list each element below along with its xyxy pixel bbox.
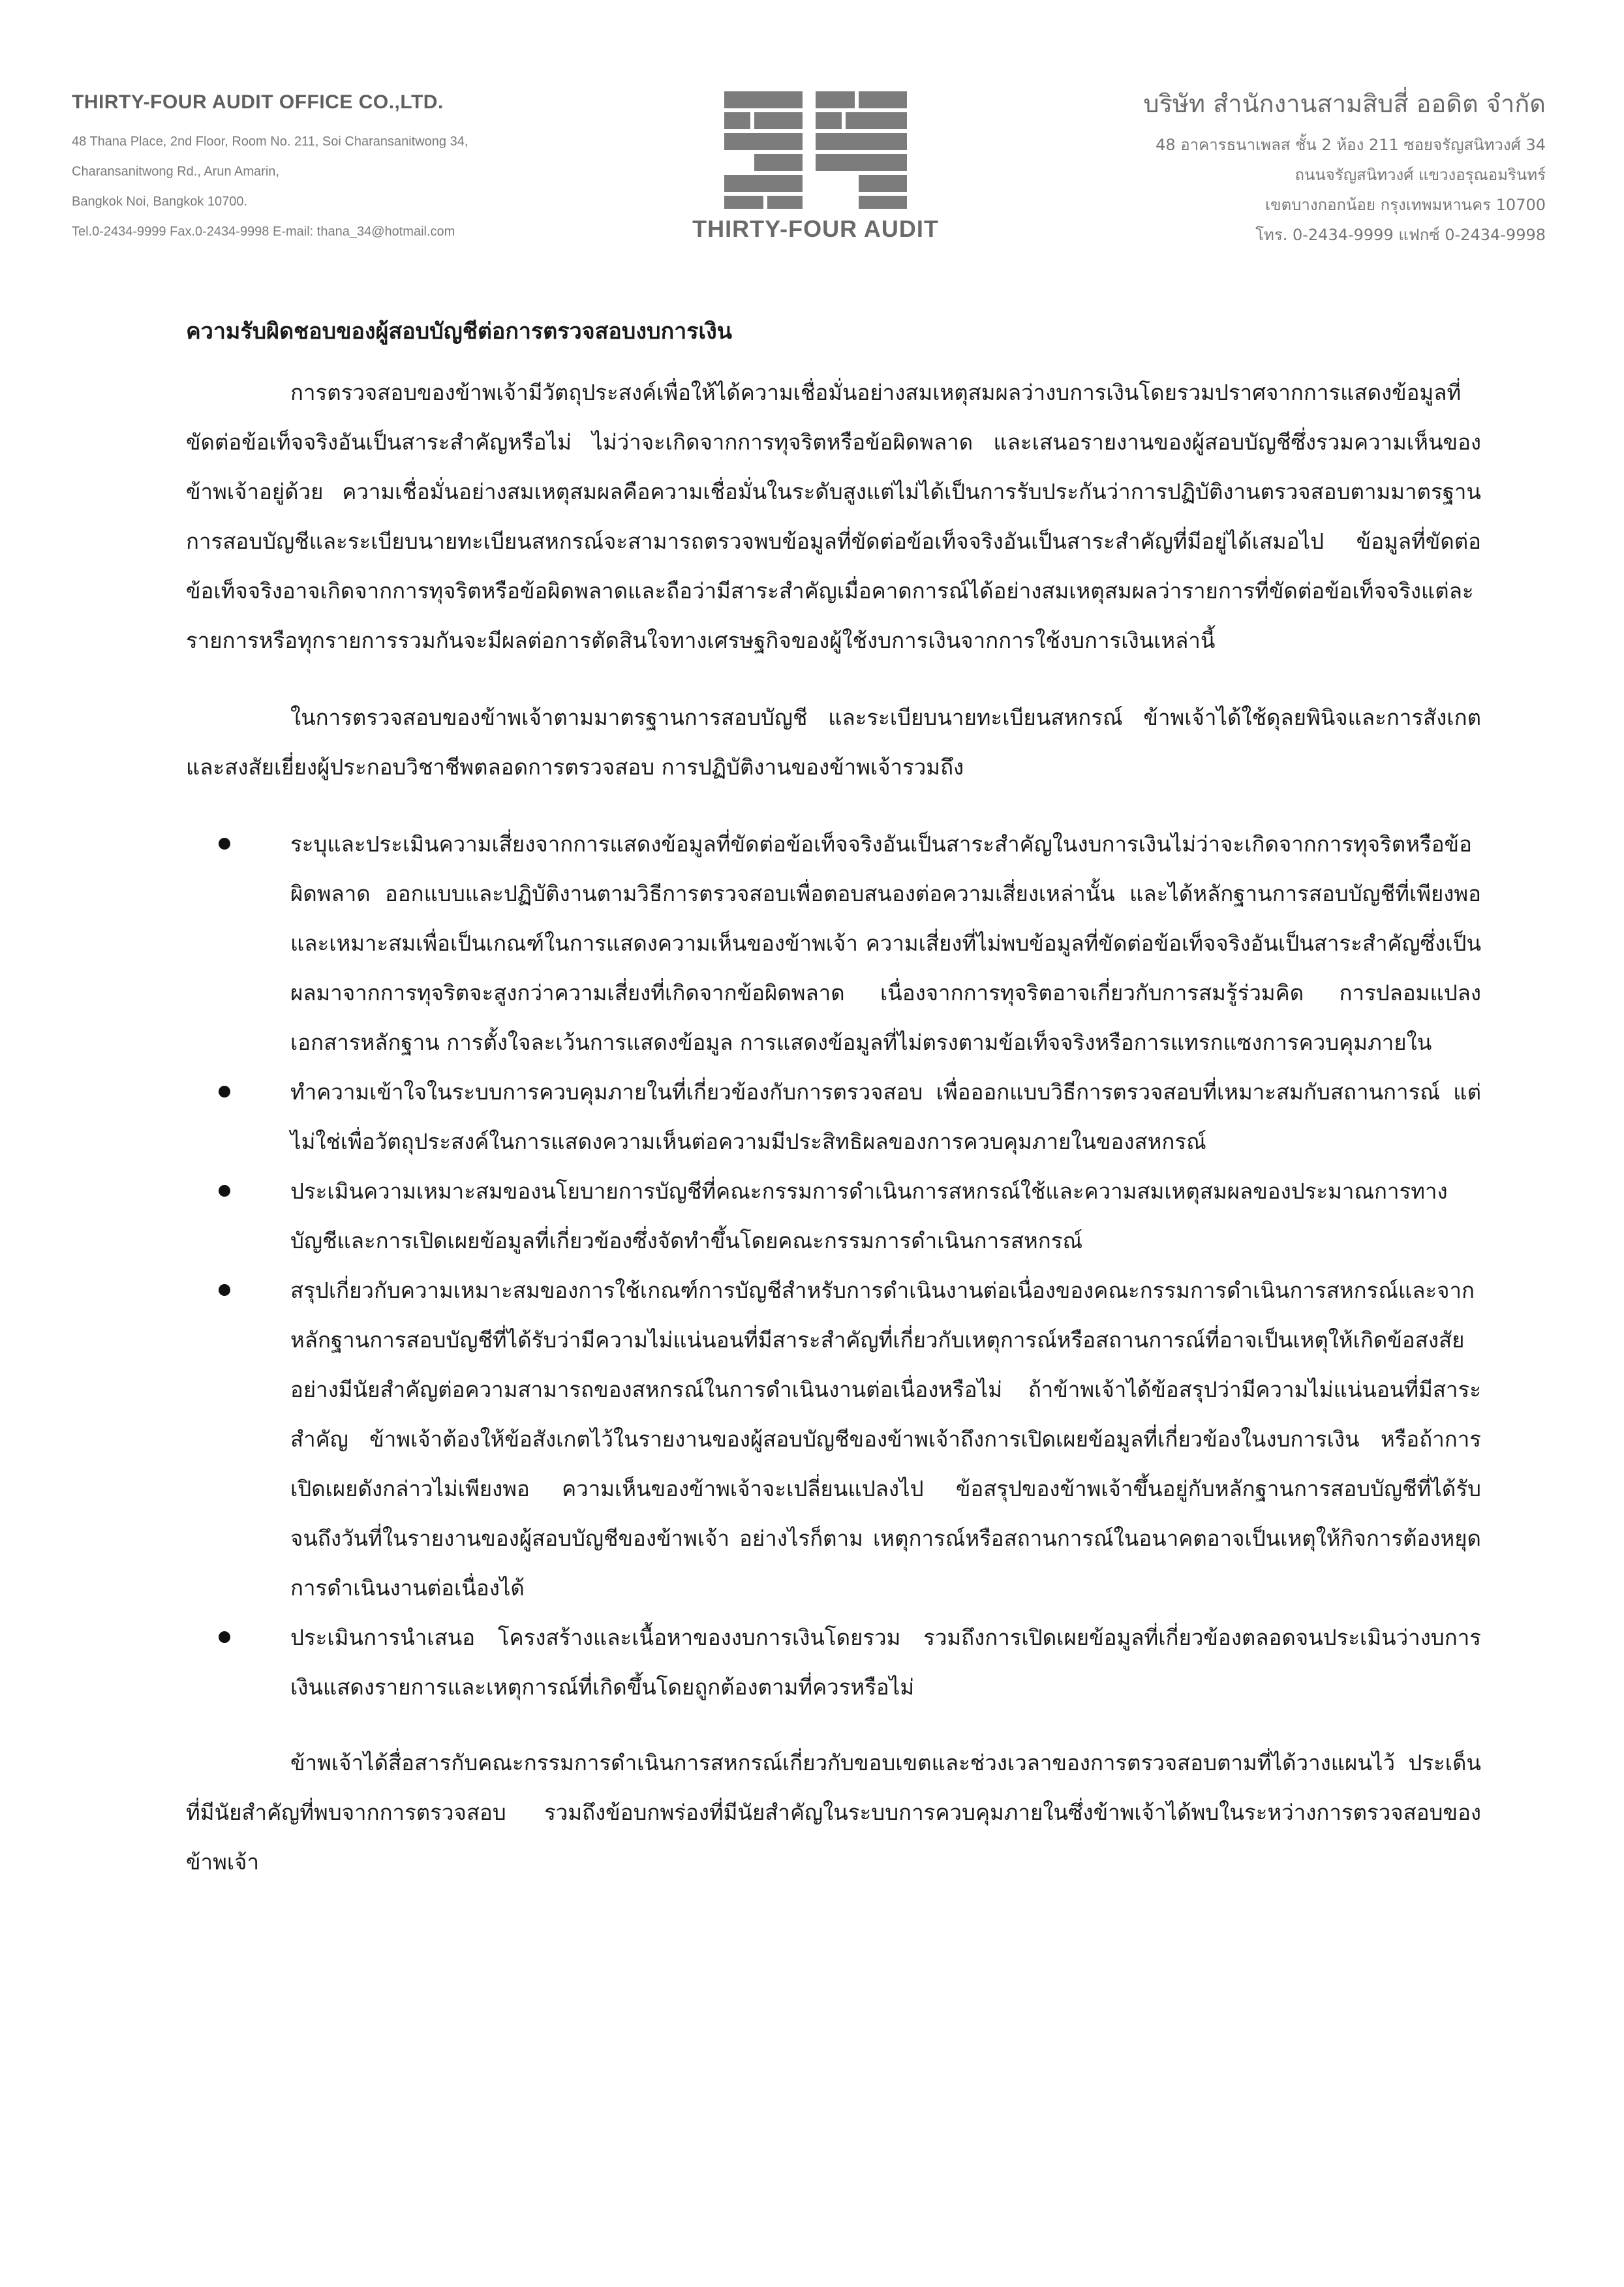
bullet-icon [219,838,230,850]
company-name-english: THIRTY-FOUR AUDIT OFFICE CO.,LTD. [72,91,444,113]
list-item [186,1266,1481,1613]
address-line-thai: ถนนจรัญสนิทวงศ์ แขวงอรุณอมรินทร์ [1295,166,1546,184]
list-item [186,820,1481,1067]
paragraph-communication: ข้าพเจ้าได้สื่อสารกับคณะกรรมการดำเนินการสหกรณ์เกี่ยวกับขอบเขตและช่วงเวลาของการตรวจสอบตามที่ได้วางแผนไว้ ประเด็นที่มีนัยสำคัญที่พบจากการตรวจสอบ รวมถึงข้อบกพร่องที่มีนัยสำคัญในระบบการควบคุมภายในซึ่งข้าพเจ้าได้พบในระหว่างการตรวจสอบของข้าพเจ้า [186,1750,1481,1875]
report-body [186,313,1481,1914]
paragraph-objective: การตรวจสอบของข้าพเจ้ามีวัตถุประสงค์เพื่อให้ได้ความเชื่อมั่นอย่างสมเหตุสมผลว่างบการเงินโดยรวมปราศจากการแสดงข้อมูลที่ขัดต่อข้อเท็จจริงอันเป็นสาระสำคัญหรือไม่ ไม่ว่าจะเกิดจากการทุจริตหรือข้อผิดพลาด และเสนอรายงานของผู้สอบบัญชีซึ่งรวมความเห็นของข้าพเจ้าอยู่ด้วย ความเชื่อมั่นอย่างสมเหตุสมผลคือความเชื่อมั่นในระดับสูงแต่ไม่ได้เป็นการรับประกันว่าการปฏิบัติงานตรวจสอบตามมาตรฐานการสอบบัญชีและระเบียบนายทะเบียนสหกรณ์จะสามารถตรวจพบข้อมูลที่ขัดต่อข้อเท็จจริงอันเป็นสาระสำคัญที่มีอยู่ได้เสมอไป ข้อมูลที่ขัดต่อข้อเท็จจริงอาจเกิดจากการทุจริตหรือข้อผิดพลาดและถือว่ามีสาระสำคัญเมื่อคาดการณ์ได้อย่างสมเหตุสมผลว่ารายการที่ขัดต่อข้อเท็จจริงแต่ละรายการหรือทุกรายการรวมกันจะมีผลต่อการตัดสินใจทางเศรษฐกิจของผู้ใช้งบการเงินจากการใช้งบการเงินเหล่านี้ [186,380,1481,653]
contact-line-thai: โทร. 0-2434-9999 แฟกซ์ 0-2434-9998 [1255,226,1546,244]
address-line-thai: 48 อาคารธนาเพลส ชั้น 2 ห้อง 211 ซอยจรัญสนิทวงศ์ 34 [1156,136,1546,154]
bullet-icon [219,1185,230,1197]
address-line: 48 Thana Place, 2nd Floor, Room No. 211, Soi Charansanitwong 34, [72,134,468,149]
procedures-list [186,820,1481,1712]
logo-34-icon [724,91,907,209]
section-heading: ความรับผิดชอบของผู้สอบบัญชีต่อการตรวจสอบงบการเงิน [186,318,732,345]
address-line: Charansanitwong Rd., Arun Amarin, [72,164,279,179]
company-logo [672,91,959,248]
list-item-text: ประเมินความเหมาะสมของนโยบายการบัญชีที่คณะกรรมการดำเนินการสหกรณ์ใช้และความสมเหตุสมผลของประมาณการทางบัญชีและการเปิดเผยข้อมูลที่เกี่ยวข้องซึ่งจัดทำขึ้นโดยคณะกรรมการดำเนินการสหกรณ์ [290,1178,1448,1253]
list-item-text: ประเมินการนำเสนอ โครงสร้างและเนื้อหาของงบการเงินโดยรวม รวมถึงการเปิดเผยข้อมูลที่เกี่ยวข้องตลอดจนประเมินว่างบการเงินแสดงรายการและเหตุการณ์ที่เกิดขึ้นโดยถูกต้องตามที่ควรหรือไม่ [290,1625,1481,1700]
bullet-icon [219,1284,230,1296]
contact-line: Tel.0-2434-9999 Fax.0-2434-9998 E-mail: thana_34@hotmail.com [72,224,455,239]
bullet-icon [219,1086,230,1097]
list-item-text: ทำความเข้าใจในระบบการควบคุมภายในที่เกี่ยวข้องกับการตรวจสอบ เพื่อออกแบบวิธีการตรวจสอบที่เหมาะสมกับสถานการณ์ แต่ไม่ใช่เพื่อวัตถุประสงค์ในการแสดงความเห็นต่อความมีประสิทธิผลของการควบคุมภายในของสหกรณ์ [290,1079,1481,1154]
paragraph-procedures: ในการตรวจสอบของข้าพเจ้าตามมาตรฐานการสอบบัญชี และระเบียบนายทะเบียนสหกรณ์ ข้าพเจ้าได้ใช้ดุลยพินิจและการสังเกตและสงสัยเยี่ยงผู้ประกอบวิชาชีพตลอดการตรวจสอบ การปฏิบัติงานของข้าพเจ้ารวมถึง [186,705,1481,780]
list-item [186,1613,1481,1712]
logo-text: THIRTY-FOUR AUDIT [692,215,939,242]
list-item-text: สรุปเกี่ยวกับความเหมาะสมของการใช้เกณฑ์การบัญชีสำหรับการดำเนินงานต่อเนื่องของคณะกรรมการดำเนินการสหกรณ์และจากหลักฐานการสอบบัญชีที่ได้รับว่ามีความไม่แน่นอนที่มีสาระสำคัญที่เกี่ยวกับเหตุการณ์หรือสถานการณ์ที่อาจเป็นเหตุให้เกิดข้อสงสัยอย่างมีนัยสำคัญต่อความสามารถของสหกรณ์ในการดำเนินงานต่อเนื่องหรือไม่ ถ้าข้าพเจ้าได้ข้อสรุปว่ามีความไม่แน่นอนที่มีสาระสำคัญ ข้าพเจ้าต้องให้ข้อสังเกตไว้ในรายงานของผู้สอบบัญชีของข้าพเจ้าถึงการเปิดเผยข้อมูลที่เกี่ยวข้องในงบการเงิน หรือถ้าการเปิดเผยดังกล่าวไม่เพียงพอ ความเห็นของข้าพเจ้าจะเปลี่ยนแปลงไป ข้อสรุปของข้าพเจ้าขึ้นอยู่กับหลักฐานการสอบบัญชีที่ได้รับจนถึงวันที่ในรายงานของผู้สอบบัญชีของข้าพเจ้า อย่างไรก็ตาม เหตุการณ์หรือสถานการณ์ในอนาคตอาจเป็นเหตุให้กิจการต้องหยุดการดำเนินงานต่อเนื่องได้ [290,1278,1481,1601]
list-item [186,1167,1481,1266]
letterhead-thai [1011,84,1546,250]
letterhead-english [72,91,659,247]
bullet-icon [219,1631,230,1643]
company-name-thai: บริษัท สำนักงานสามสิบสี่ ออดิต จำกัด [1143,89,1546,118]
address-line: Bangkok Noi, Bangkok 10700. [72,194,248,209]
address-line-thai: เขตบางกอกน้อย กรุงเทพมหานคร 10700 [1264,196,1546,214]
list-item [186,1067,1481,1167]
list-item-text: ระบุและประเมินความเสี่ยงจากการแสดงข้อมูลที่ขัดต่อข้อเท็จจริงอันเป็นสาระสำคัญในงบการเงินไม่ว่าจะเกิดจากการทุจริตหรือข้อผิดพลาด ออกแบบและปฏิบัติงานตามวิธีการตรวจสอบเพื่อตอบสนองต่อความเสี่ยงเหล่านั้น และได้หลักฐานการสอบบัญชีที่เพียงพอและเหมาะสมเพื่อเป็นเกณฑ์ในการแสดงความเห็นของข้าพเจ้า ความเสี่ยงที่ไม่พบข้อมูลที่ขัดต่อข้อเท็จจริงอันเป็นสาระสำคัญซึ่งเป็นผลมาจากการทุจริตจะสูงกว่าความเสี่ยงที่เกิดจากข้อผิดพลาด เนื่องจากการทุจริตอาจเกี่ยวกับการสมรู้ร่วมคิด การปลอมแปลงเอกสารหลักฐาน การตั้งใจละเว้นการแสดงข้อมูล การแสดงข้อมูลที่ไม่ตรงตามข้อเท็จจริงหรือการแทรกแซงการควบคุมภายใน [290,831,1481,1055]
